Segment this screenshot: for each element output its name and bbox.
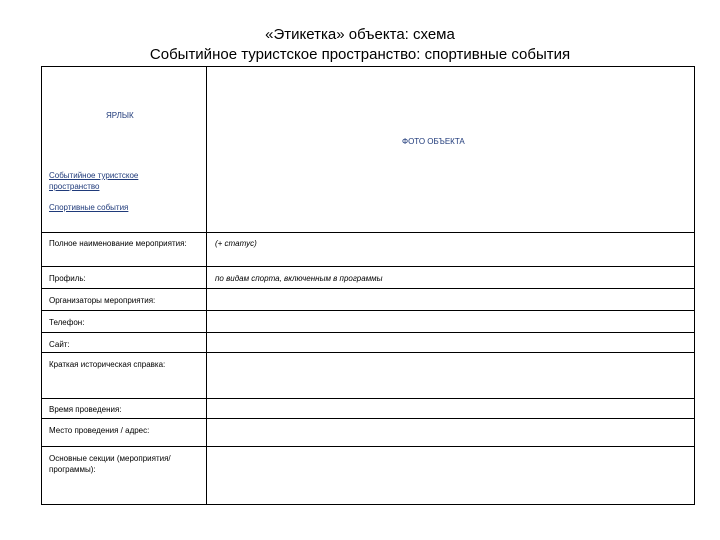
space-link-line1: Событийное туристское — [49, 171, 139, 180]
row-label: Сайт: — [41, 333, 207, 352]
table-row — [41, 352, 695, 398]
table-row — [41, 232, 695, 266]
page-subtitle: Событийное туристское пространство: спортивные события — [149, 46, 571, 63]
table-row — [41, 266, 695, 288]
row-value — [207, 311, 695, 332]
table-row — [41, 310, 695, 332]
row-label: Полное наименование мероприятия: — [41, 233, 207, 266]
row-label: Краткая историческая справка: — [41, 353, 207, 398]
row-value — [207, 447, 695, 505]
row-label: Время проведения: — [41, 399, 207, 418]
row-value: по видам спорта, включенным в программы — [215, 274, 383, 283]
table-row — [41, 332, 695, 352]
row-label: Основные секции (мероприятия/программы): — [41, 447, 207, 505]
row-value — [207, 419, 695, 446]
table-row — [41, 446, 695, 505]
label-area-caption: ЯРЛЫК — [106, 111, 134, 120]
row-label: Телефон: — [41, 311, 207, 332]
row-label: Профиль: — [41, 267, 207, 288]
row-value — [207, 333, 695, 352]
row-value: (+ статус) — [215, 239, 257, 248]
row-value — [207, 353, 695, 398]
row-value — [207, 289, 695, 310]
space-link-line2: пространство — [49, 182, 100, 191]
table-row — [41, 398, 695, 418]
sport-events-link[interactable]: Спортивные события — [49, 203, 129, 212]
table-row — [41, 288, 695, 310]
card-divider — [206, 66, 207, 232]
table-row — [41, 418, 695, 446]
space-link[interactable] — [49, 170, 138, 192]
row-label: Место проведения / адрес: — [41, 419, 207, 446]
page-title: «Этикетка» объекта: схема — [265, 26, 455, 43]
row-label: Организаторы мероприятия: — [41, 289, 207, 310]
row-value — [207, 399, 695, 418]
photo-area-caption: ФОТО ОБЪЕКТА — [402, 137, 465, 146]
